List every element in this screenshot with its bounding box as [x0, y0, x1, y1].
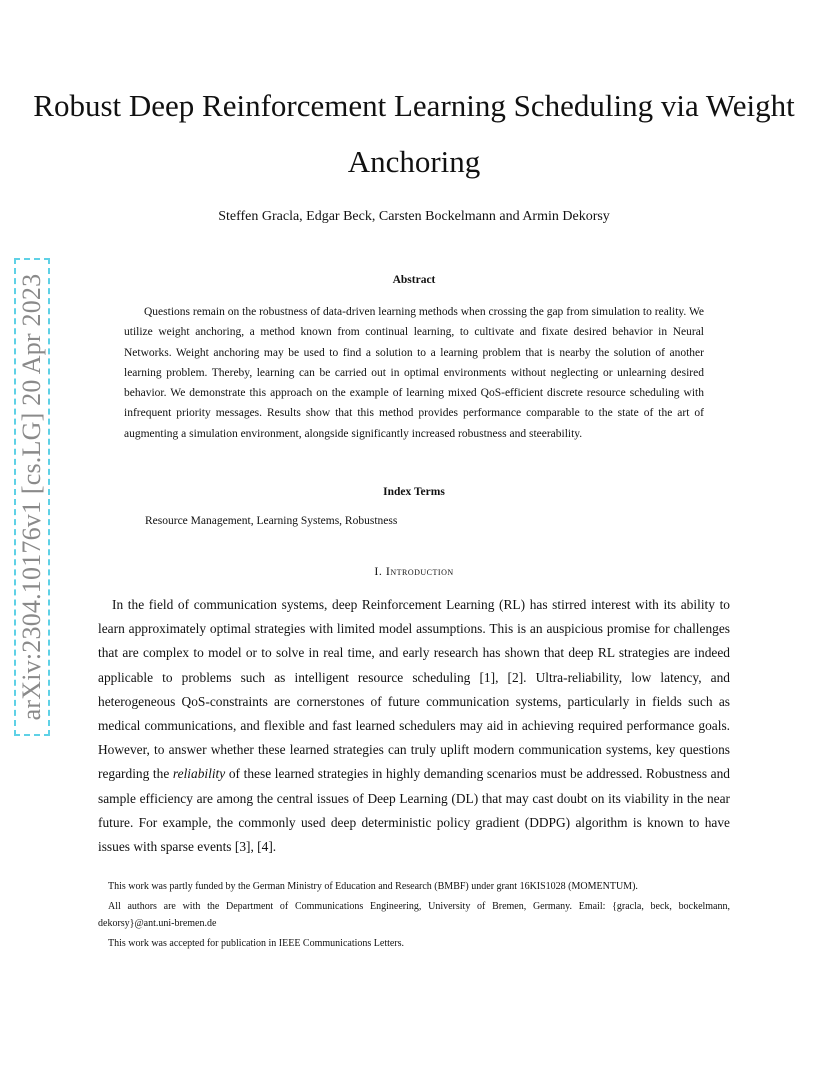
footnote-funding: This work was partly funded by the German Ministry of Education and Research (BMBF) under grant 16KIS1028 (MOMENTUM).	[108, 881, 638, 892]
index-terms-heading: Index Terms	[383, 486, 445, 498]
introduction-paragraph	[98, 593, 730, 859]
footnote-publication: This work was accepted for publication in IEEE Communications Letters.	[108, 938, 405, 949]
intro-text-part-2: of these learned strategies in highly demanding scenarios must be addressed. Robustness and sample efficiency are among the central issues of Deep Learning (DL) that may cast doubt on its viability in the near future. For example, the commonly used deep deterministic policy gradient (DDPG) algorithm is known to have issues with sparse events [3], [4].	[98, 766, 730, 855]
index-terms-text: Resource Management, Learning Systems, Robustness	[145, 515, 398, 527]
intro-text-part-1: In the field of communication systems, deep Reinforcement Learning (RL) has stirred interest with its ability to learn approximately optimal strategies with limited model assumptions. This is an auspicious promise for challenges that are complex to model or to solve in real time, and early research has shown that deep RL strategies are indeed applicable to problems such as intelligent resource scheduling [1], [2]. Ultra-reliability, low latency, and heterogeneous QoS-constraints are cornerstones of future communication systems, particularly in fields such as medical communications, and flexible and fast learned schedulers may aid in achieving required performance goals. However, to answer whether these learned strategies can truly uplift modern communication systems, key questions regarding the	[98, 597, 730, 782]
arxiv-identifier: arXiv:2304.10176v1 [cs.LG] 20 Apr 2023	[17, 273, 46, 721]
section-heading-introduction: I. Introduction	[374, 564, 454, 578]
author-list: Steffen Gracla, Edgar Beck, Carsten Bockelmann and Armin Dekorsy	[218, 209, 610, 224]
abstract-text: Questions remain on the robustness of data-driven learning methods when crossing the gap from simulation to reality. We utilize weight anchoring, a method known from continual learning, to cultivate and fixate desired behavior in Neural Networks. Weight anchoring may be used to find a solution to a learning problem that is nearby the solution of another learning problem. Thereby, learning can be carried out in optimal environments without neglecting or unlearning desired behavior. We demonstrate this approach on the example of learning mixed QoS-efficient discrete resource scheduling with infrequent priority messages. Results show that this method provides performance comparable to the state of the art of augmenting a simulation environment, alongside significantly increased robustness and steerability.	[124, 306, 704, 440]
intro-emphasis: reliability	[172, 766, 226, 782]
footnotes	[98, 878, 730, 955]
footnote-affiliation: All authors are with the Department of Communications Engineering, University of Bremen, Germany. Email: {gracla, beck, bockelmann, dekorsy}@ant.uni-bremen.de	[98, 901, 730, 929]
paper-title: Robust Deep Reinforcement Learning Scheduling via Weight Anchoring	[33, 88, 795, 179]
abstract-heading: Abstract	[392, 274, 436, 286]
